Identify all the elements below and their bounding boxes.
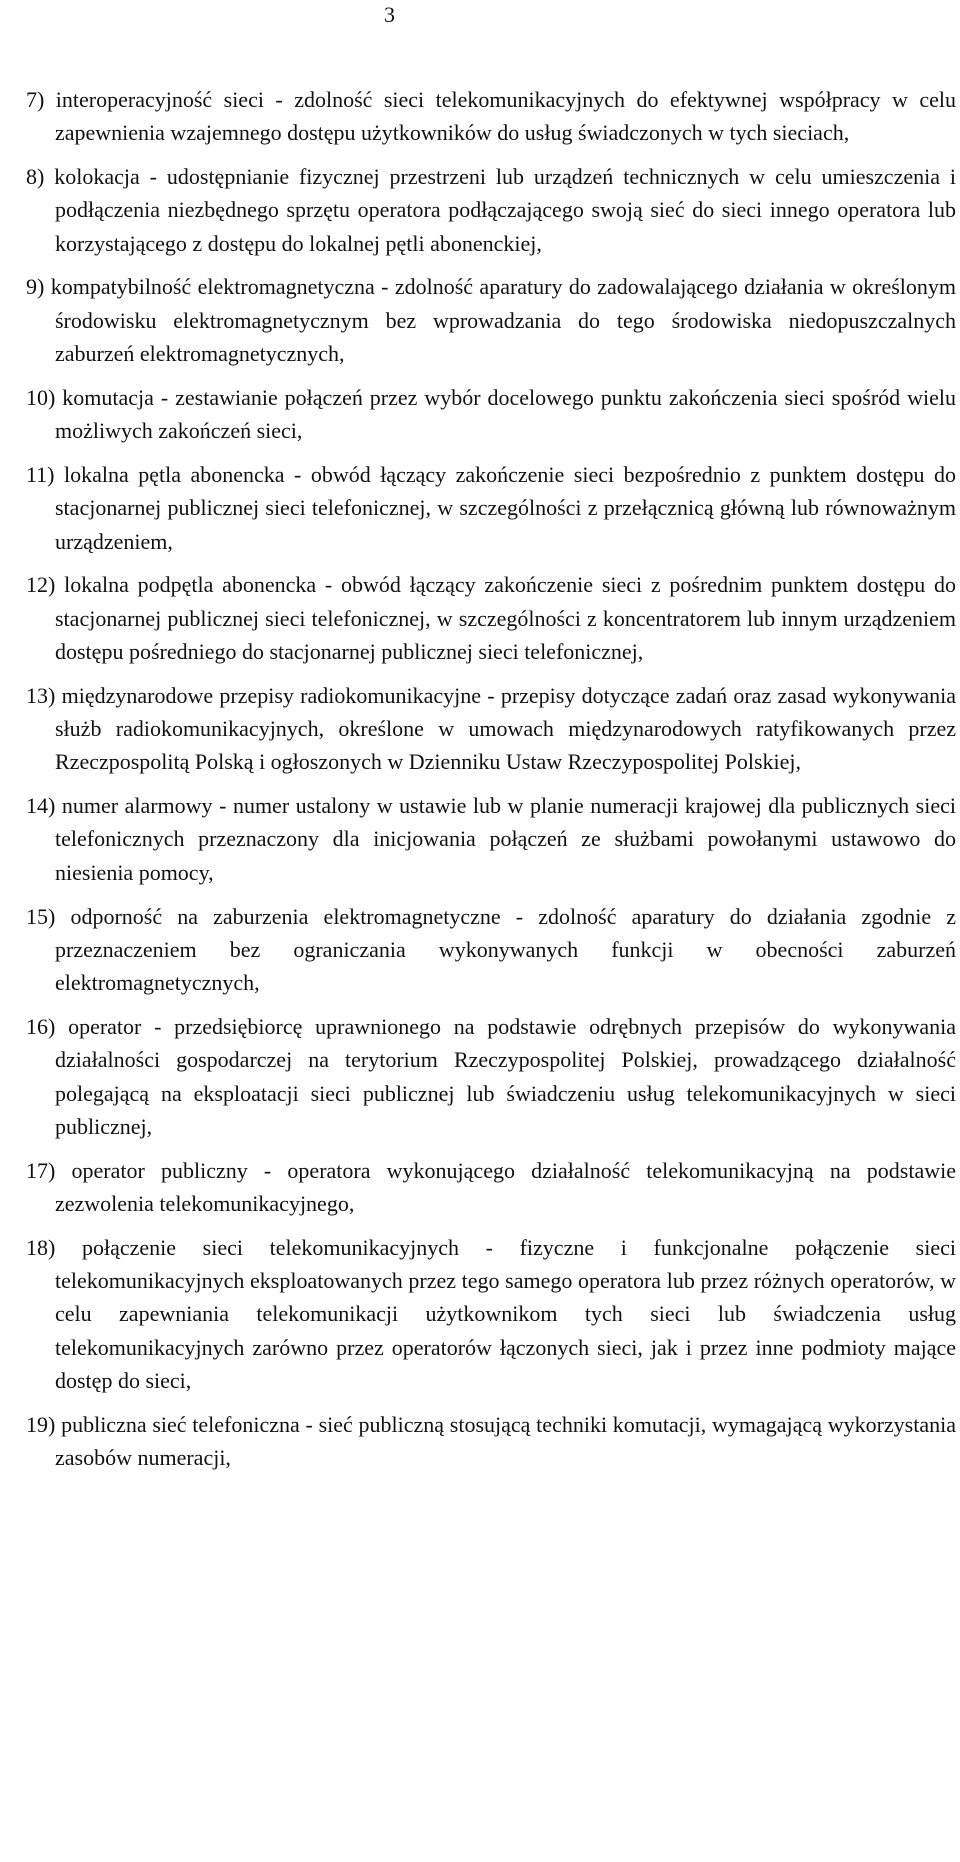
item-number: 19) [26, 1411, 56, 1437]
item-number: 12) [26, 572, 56, 598]
item-number: 11) [26, 461, 55, 487]
item-number: 8) [26, 164, 45, 190]
item-number: 16) [26, 1013, 56, 1039]
item-text: lokalna pętla abonencka - obwód łączący zakończenie sieci bezpośrednio z punktem dostępu do stacjonarnej publicznej sieci telefonicznej, w szczególności z przełącznicą główną lub równoważnym urządzeniem, [55, 461, 957, 554]
item-number: 17) [26, 1157, 56, 1183]
item-text: międzynarodowe przepisy radiokomunikacyjne - przepisy dotyczące zadań oraz zasad wykonywania służb radiokomunikacyjnych, określone w umowach międzynarodowych ratyfikowanych przez Rzeczpospolitą Polską i ogłoszonych w Dzienniku Ustaw Rzeczypospolitej Polskiej, [55, 682, 957, 775]
page-number: 3 [384, 2, 395, 27]
item-text: publiczna sieć telefoniczna - sieć publiczną stosującą techniki komutacji, wymagającą wykorzystania zasobów numeracji, [55, 1411, 956, 1470]
item-text: lokalna podpętla abonencka - obwód łączący zakończenie sieci z pośrednim punktem dostępu do stacjonarnej publicznej sieci telefonicznej, w szczególności z koncentratorem lub innym urządzeniem dostępu pośredniego do stacjonarnej publicznej sieci telefonicznej, [55, 572, 956, 664]
item-text: komutacja - zestawianie połączeń przez wybór docelowego punktu zakończenia sieci spośród wielu możliwych zakończeń sieci, [55, 384, 956, 444]
item-number: 15) [26, 903, 56, 929]
item-number: 9) [26, 274, 45, 300]
item-text: numer alarmowy - numer ustalony w ustawie lub w planie numeracji krajowej dla publicznych sieci telefonicznych przeznaczony dla inicjowania połączeń ze służbami powołanymi ustawowo do niesienia pomocy, [55, 793, 956, 885]
definition-item-13 [26, 679, 956, 779]
item-text: odporność na zaburzenia elektromagnetyczne - zdolność aparatury do działania zgodnie z przeznaczeniem bez ograniczania wykonywanych funkcji w obecności zaburzeń elektromagnetycznych, [55, 903, 957, 996]
definition-item-11 [26, 458, 956, 558]
definition-item-8 [26, 160, 956, 260]
definition-item-7 [26, 83, 956, 150]
item-text: kolokacja - udostępnianie fizycznej przestrzeni lub urządzeń technicznych w celu umieszczenia i podłączenia niezbędnego sprzętu operatora podłączającego swoją sieć do sieci innego operatora lub korzystającego z dostępu do lokalnej pętli abonenckiej, [54, 164, 956, 256]
definition-item-10 [26, 381, 956, 448]
definition-item-14 [26, 789, 956, 889]
item-number: 10) [26, 384, 56, 410]
definition-item-12 [26, 568, 956, 668]
item-number: 13) [26, 682, 56, 708]
item-number: 7) [26, 87, 45, 112]
definition-item-19 [26, 1408, 956, 1475]
definitions-list [26, 83, 956, 1485]
definition-item-9 [26, 270, 956, 370]
item-text: operator - przedsiębiorcę uprawnionego na podstawie odrębnych przepisów do wykonywania działalności gospodarczej na terytorium Rzeczypospolitej Polskiej, prowadzącego działalność polegającą na eksploatacji sieci publicznej lub świadczeniu usług telekomunikacyjnych w sieci publicznej, [55, 1013, 956, 1139]
definition-item-16 [26, 1010, 956, 1143]
definition-item-18 [26, 1231, 956, 1397]
item-number: 14) [26, 793, 56, 819]
item-number: 18) [26, 1234, 56, 1260]
item-text: połączenie sieci telekomunikacyjnych - fizyczne i funkcjonalne połączenie sieci telekomunikacyjnych eksploatowanych przez tego samego operatora lub przez różnych operatorów, w celu zapewniania telekomunikacji użytkownikom tych sieci lub świadczenia usług telekomunikacyjnych zarówno przez operatorów łączonych sieci, jak i przez inne podmioty mające dostęp do sieci, [55, 1234, 956, 1393]
definition-item-15 [26, 900, 956, 1000]
item-text: interoperacyjność sieci - zdolność sieci telekomunikacyjnych do efektywnej współpracy w celu zapewnienia wzajemnego dostępu użytkowników do usług świadczonych w tych sieciach, [55, 87, 956, 146]
item-text: kompatybilność elektromagnetyczna - zdolność aparatury do zadowalającego działania w określonym środowisku elektromagnetycznym bez wprowadzania do tego środowiska niedopuszczalnych zaburzeń elektromagnetycznych, [50, 274, 957, 367]
item-text: operator publiczny - operatora wykonującego działalność telekomunikacyjną na podstawie zezwolenia telekomunikacyjnego, [55, 1157, 956, 1216]
definition-item-17 [26, 1154, 956, 1221]
